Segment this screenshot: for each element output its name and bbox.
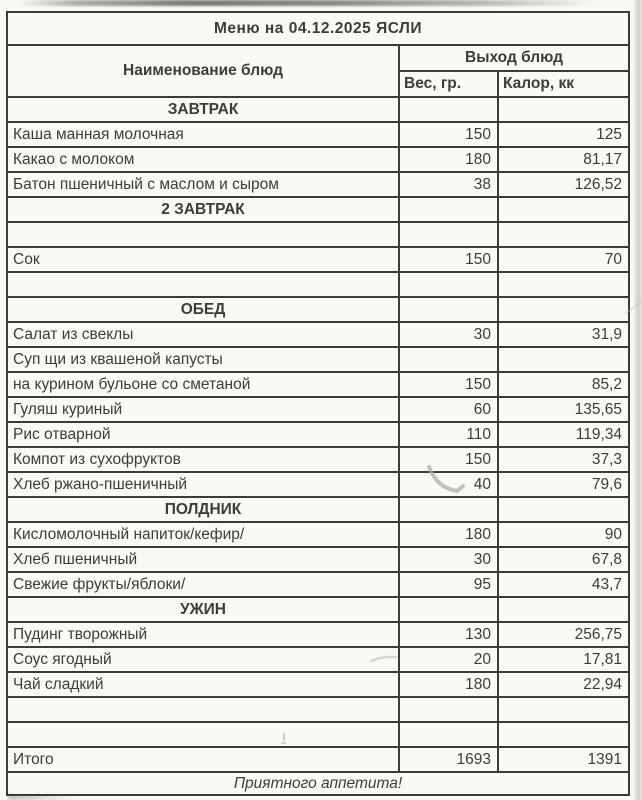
weight-value-cell: 30: [399, 547, 498, 572]
table-row-section: [7, 497, 629, 522]
weight-value-cell: [399, 722, 498, 747]
table-row-dish: [7, 247, 629, 272]
page-title: Меню на 04.12.2025 ЯСЛИ: [7, 12, 629, 45]
weight-value-cell: [399, 272, 498, 297]
calories-value-cell: 37,3: [498, 447, 629, 472]
table-row-empty: [7, 722, 629, 747]
calories-value-cell: 70: [498, 247, 629, 272]
table-row-dish: [7, 122, 629, 147]
dish-name-cell: Сок: [7, 247, 399, 272]
dish-name-cell: Салат из свеклы: [7, 322, 399, 347]
weight-value-cell: 38: [399, 172, 498, 197]
table-row-total: [7, 747, 629, 772]
calories-value-cell: 79,6: [498, 472, 629, 497]
meal-section-label: ЗАВТРАК: [7, 97, 399, 122]
table-row-dish: [7, 172, 629, 197]
table-row-dish: [7, 372, 629, 397]
calories-value-cell: 256,75: [498, 622, 629, 647]
table-row-dish: [7, 622, 629, 647]
calories-value-cell: [498, 722, 629, 747]
calories-value-cell: 67,8: [498, 547, 629, 572]
table-row-dish: [7, 422, 629, 447]
weight-value-cell: 180: [399, 147, 498, 172]
table-row-dish: [7, 572, 629, 597]
calories-value-cell: [498, 222, 629, 247]
calories-value-cell: 31,9: [498, 322, 629, 347]
table-row-dish: [7, 672, 629, 697]
weight-value-cell: [399, 222, 498, 247]
dish-name-cell: Рис отварной: [7, 422, 399, 447]
weight-value-cell: [399, 347, 498, 372]
dish-name-cell: Соус ягодный: [7, 647, 399, 672]
weight-value-cell: 30: [399, 322, 498, 347]
table-row-section: [7, 197, 629, 222]
calories-value-cell: [498, 272, 629, 297]
weight-value-cell: 1693: [399, 747, 498, 772]
calories-value-cell: [498, 347, 629, 372]
dish-name-cell: Итого: [7, 747, 399, 772]
dish-name-cell: Батон пшеничный с маслом и сыром: [7, 172, 399, 197]
footer-message: Приятного аппетита!: [7, 772, 629, 795]
meal-section-label: 2 ЗАВТРАК: [7, 197, 399, 222]
weight-value-cell: [399, 297, 498, 322]
calories-value-cell: 1391: [498, 747, 629, 772]
table-row-dish: [7, 347, 629, 372]
weight-value-cell: [399, 597, 498, 622]
table-row-title: [7, 12, 629, 45]
calories-value-cell: [498, 497, 629, 522]
column-header-dish-name: Наименование блюд: [7, 45, 399, 97]
table-row-dish: [7, 322, 629, 347]
dish-name-cell: Кисломолочный напиток/кефир/: [7, 522, 399, 547]
calories-value-cell: 22,94: [498, 672, 629, 697]
dish-name-cell: Гуляш куриный: [7, 397, 399, 422]
table-header-row: [7, 45, 629, 71]
dish-name-cell: [7, 272, 399, 297]
weight-value-cell: 180: [399, 522, 498, 547]
weight-value-cell: 180: [399, 672, 498, 697]
weight-value-cell: 150: [399, 247, 498, 272]
dish-name-cell: [7, 697, 399, 722]
calories-value-cell: [498, 697, 629, 722]
page-edge-shadow: [633, 0, 642, 800]
menu-table: [6, 11, 630, 796]
dish-name-cell: Суп щи из квашеной капусты: [7, 347, 399, 372]
weight-value-cell: 130: [399, 622, 498, 647]
table-row-dish: [7, 647, 629, 672]
weight-value-cell: [399, 497, 498, 522]
dish-name-cell: Пудинг творожный: [7, 622, 399, 647]
table-row-dish: [7, 447, 629, 472]
column-header-calories: Калор, кк: [498, 71, 629, 97]
table-row-empty: [7, 272, 629, 297]
dish-name-cell: Хлеб пшеничный: [7, 547, 399, 572]
dish-name-cell: Какао с молоком: [7, 147, 399, 172]
weight-value-cell: 110: [399, 422, 498, 447]
dish-name-cell: [7, 222, 399, 247]
table-row-section: [7, 297, 629, 322]
table-row-footer: [7, 772, 629, 795]
scan-smudge-top: [18, 0, 598, 6]
calories-value-cell: [498, 97, 629, 122]
calories-value-cell: [498, 297, 629, 322]
dish-name-cell: Чай сладкий: [7, 672, 399, 697]
weight-value-cell: 40: [399, 472, 498, 497]
calories-value-cell: 126,52: [498, 172, 629, 197]
meal-section-label: ПОЛДНИК: [7, 497, 399, 522]
dish-name-cell: Хлеб ржано-пшеничный: [7, 472, 399, 497]
column-header-weight: Вес, гр.: [399, 71, 498, 97]
table-row-dish: [7, 397, 629, 422]
dish-name-cell: [7, 722, 399, 747]
table-row-empty: [7, 697, 629, 722]
meal-section-label: ОБЕД: [7, 297, 399, 322]
weight-value-cell: [399, 97, 498, 122]
dish-name-cell: Компот из сухофруктов: [7, 447, 399, 472]
calories-value-cell: 125: [498, 122, 629, 147]
weight-value-cell: 150: [399, 122, 498, 147]
table-row-dish: [7, 547, 629, 572]
calories-value-cell: [498, 597, 629, 622]
calories-value-cell: 119,34: [498, 422, 629, 447]
weight-value-cell: 150: [399, 372, 498, 397]
dish-name-cell: Каша манная молочная: [7, 122, 399, 147]
weight-value-cell: 95: [399, 572, 498, 597]
calories-value-cell: 81,17: [498, 147, 629, 172]
weight-value-cell: 60: [399, 397, 498, 422]
calories-value-cell: [498, 197, 629, 222]
table-row-dish: [7, 147, 629, 172]
table-row-empty: [7, 222, 629, 247]
table-row-section: [7, 97, 629, 122]
column-header-output-group: Выход блюд: [399, 45, 629, 71]
calories-value-cell: 43,7: [498, 572, 629, 597]
table-row-dish: [7, 472, 629, 497]
menu-table-body: [7, 97, 629, 772]
weight-value-cell: 20: [399, 647, 498, 672]
weight-value-cell: [399, 197, 498, 222]
calories-value-cell: 90: [498, 522, 629, 547]
calories-value-cell: 135,65: [498, 397, 629, 422]
meal-section-label: УЖИН: [7, 597, 399, 622]
table-row-dish: [7, 522, 629, 547]
calories-value-cell: 17,81: [498, 647, 629, 672]
dish-name-cell: на курином бульоне со сметаной: [7, 372, 399, 397]
weight-value-cell: 150: [399, 447, 498, 472]
calories-value-cell: 85,2: [498, 372, 629, 397]
dish-name-cell: Свежие фрукты/яблоки/: [7, 572, 399, 597]
table-row-section: [7, 597, 629, 622]
weight-value-cell: [399, 697, 498, 722]
